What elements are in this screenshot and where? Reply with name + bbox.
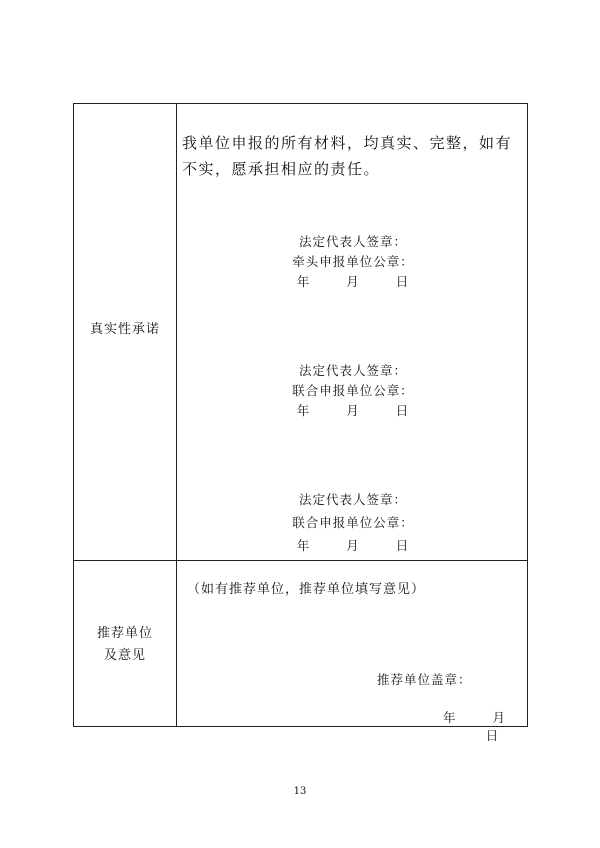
legal-rep-signature-label: 法定代表人签章： [298, 492, 407, 507]
recommendation-label-line1: 推荐单位 [96, 626, 153, 641]
month-label: 月 [346, 538, 360, 553]
day-label: 日 [485, 728, 500, 743]
month-label: 月 [346, 274, 360, 289]
joint-applicant-signature-block [177, 361, 529, 421]
unit-seal-label: 牵头申报单位公章： [292, 254, 414, 269]
year-label: 年 [296, 538, 311, 553]
recommendation-date-line [440, 708, 527, 744]
year-label: 年 [296, 274, 311, 289]
unit-seal-label: 联合申报单位公章： [292, 515, 414, 530]
year-label: 年 [296, 403, 311, 418]
date-line [177, 534, 529, 557]
declaration-form-table [73, 103, 528, 743]
recommendation-note: （如有推荐单位，推荐单位填写意见） [187, 582, 426, 597]
recommendation-label [74, 623, 176, 667]
year-label: 年 [442, 710, 457, 725]
month-label: 月 [492, 710, 507, 725]
legal-rep-signature-label: 法定代表人签章： [298, 234, 407, 249]
page-number: 13 [293, 786, 307, 797]
legal-rep-signature-label: 法定代表人签章： [298, 363, 407, 378]
unit-seal-label: 联合申报单位公章： [292, 383, 414, 398]
row-divider [74, 560, 527, 561]
truthfulness-label: 真实性承诺 [89, 322, 160, 337]
day-label: 日 [395, 538, 410, 553]
recommending-unit-seal-label: 推荐单位盖章： [377, 672, 472, 687]
lead-applicant-signature-block [177, 232, 529, 292]
commitment-statement: 我单位申报的所有材料，均真实、完整，如有不实，愿承担相应的责任。 [182, 134, 513, 178]
month-label: 月 [346, 403, 360, 418]
date-line [177, 272, 529, 292]
recommendation-label-line2: 及意见 [103, 648, 146, 663]
day-label: 日 [395, 274, 410, 289]
date-line [177, 401, 529, 421]
day-label: 日 [395, 403, 410, 418]
joint-applicant-signature-block [177, 488, 529, 557]
